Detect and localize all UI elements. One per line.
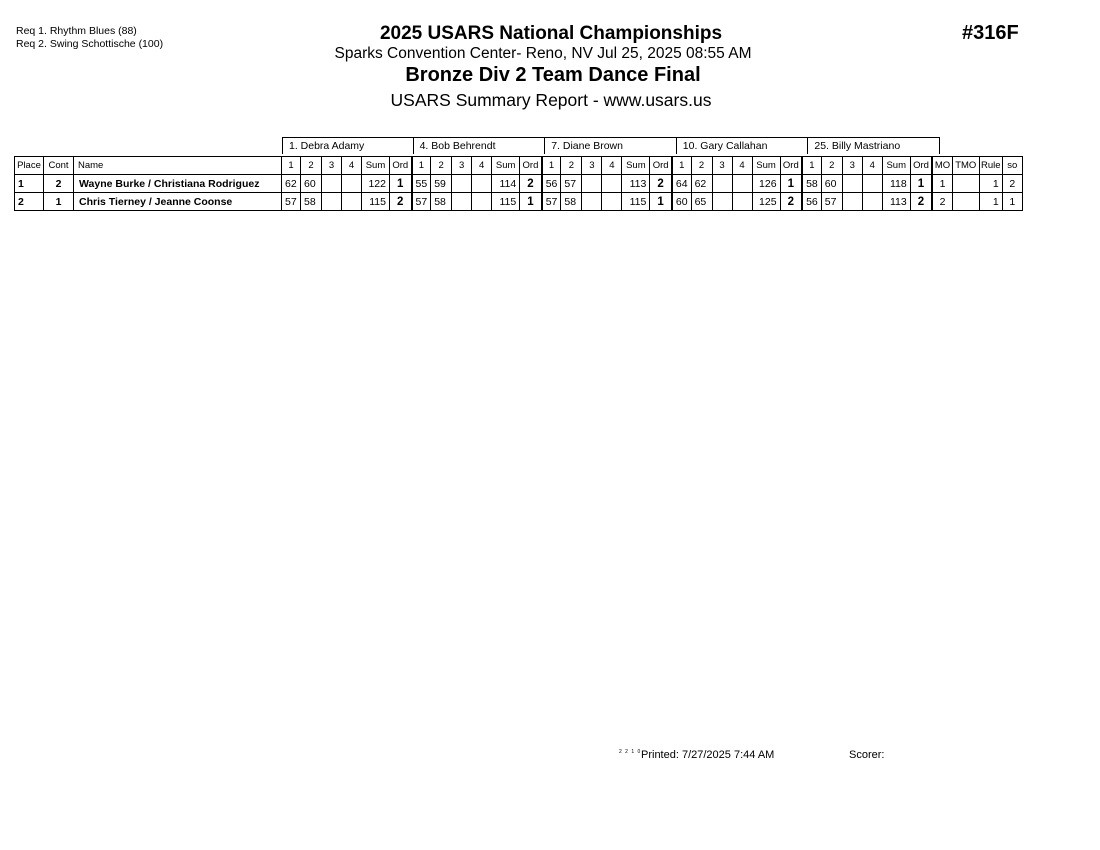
mark-cell [452,193,472,211]
mark-header: 2 [821,157,842,175]
sum-cell: 115 [362,193,390,211]
mo-header: MO [932,157,952,175]
name-cell: Wayne Burke / Christiana Rodriguez [74,175,282,193]
ord-cell: 1 [650,193,672,211]
place-cell: 2 [15,193,44,211]
mark-header: 1 [282,157,301,175]
mark-cell [842,175,862,193]
mark-cell [732,193,752,211]
mark-cell [712,193,732,211]
mark-cell [582,193,602,211]
mark-cell: 57 [542,193,561,211]
mark-header: 4 [862,157,882,175]
mark-cell: 59 [431,175,452,193]
mark-cell: 58 [301,193,322,211]
mark-cell: 64 [672,175,691,193]
mark-header: 2 [691,157,712,175]
mark-cell [602,193,622,211]
printed-timestamp: Printed: 7/27/2025 7:44 AM [641,749,775,761]
mark-cell [842,193,862,211]
ord-header: Ord [520,157,542,175]
sum-cell: 118 [882,175,910,193]
tmo-header: TMO [952,157,979,175]
place-header: Place [15,157,44,175]
mark-cell: 58 [431,193,452,211]
mark-header: 1 [672,157,691,175]
cont-header: Cont [44,157,74,175]
sum-cell: 126 [752,175,780,193]
sum-cell: 115 [622,193,650,211]
mark-header: 2 [561,157,582,175]
mark-cell: 55 [412,175,431,193]
mark-cell: 58 [802,175,821,193]
mark-cell: 56 [542,175,561,193]
mark-header: 4 [472,157,492,175]
sum-header: Sum [752,157,780,175]
ord-cell: 2 [520,175,542,193]
mark-cell: 60 [672,193,691,211]
ord-cell: 1 [910,175,932,193]
mark-header: 2 [301,157,322,175]
mark-cell: 58 [561,193,582,211]
ord-header: Ord [780,157,802,175]
mark-cell [342,175,362,193]
ord-header: Ord [650,157,672,175]
requirement-1: Req 1. Rhythm Blues (88) [16,25,137,37]
mark-cell: 56 [802,193,821,211]
so-header: so [1002,157,1022,175]
ord-cell: 2 [650,175,672,193]
mark-cell: 62 [282,175,301,193]
name-header: Name [74,157,282,175]
tmo-cell [952,175,979,193]
mark-header: 4 [602,157,622,175]
footer-code: 2 2 1 0 [619,749,642,755]
mark-cell: 60 [301,175,322,193]
mark-cell: 57 [412,193,431,211]
mark-cell: 65 [691,193,712,211]
scorer-label: Scorer: [849,749,885,761]
judge-name: 4. Bob Behrendt [414,137,546,154]
tmo-cell [952,193,979,211]
sum-cell: 115 [492,193,520,211]
mark-header: 1 [542,157,561,175]
table-row [15,175,1023,193]
judge-header-row [282,137,940,154]
sum-header: Sum [492,157,520,175]
mark-cell [472,193,492,211]
judge-name: 1. Debra Adamy [282,137,414,154]
mark-cell [342,193,362,211]
mark-cell [862,175,882,193]
venue-line: Sparks Convention Center- Reno, NV Jul 25, 2025 08:55 AM [334,45,752,62]
mo-cell: 1 [932,175,952,193]
mark-header: 4 [342,157,362,175]
mark-cell [322,193,342,211]
results-table [14,156,1023,211]
so-cell: 1 [1002,193,1022,211]
page-title: 2025 USARS National Championships [379,23,723,44]
mark-header: 3 [582,157,602,175]
mark-cell [862,193,882,211]
judge-name: 7. Diane Brown [545,137,677,154]
sum-cell: 122 [362,175,390,193]
mark-header: 3 [322,157,342,175]
sum-cell: 113 [622,175,650,193]
event-name: Bronze Div 2 Team Dance Final [405,64,701,86]
mark-header: 4 [732,157,752,175]
rule-cell: 1 [979,175,1002,193]
mark-cell: 62 [691,175,712,193]
ord-cell: 1 [520,193,542,211]
mark-cell [582,175,602,193]
mark-header: 1 [802,157,821,175]
mo-cell: 2 [932,193,952,211]
mark-cell [602,175,622,193]
requirements-list [16,25,163,51]
requirement-2: Req 2. Swing Schottische (100) [16,38,164,50]
mark-header: 3 [712,157,732,175]
judge-name: 25. Billy Mastriano [808,137,940,154]
name-cell: Chris Tierney / Jeanne Coonse [74,193,282,211]
cont-cell: 2 [44,175,74,193]
judge-name: 10. Gary Callahan [677,137,809,154]
so-cell: 2 [1002,175,1022,193]
ord-cell: 1 [390,175,412,193]
ord-header: Ord [910,157,932,175]
mark-cell: 60 [821,175,842,193]
sum-cell: 114 [492,175,520,193]
mark-cell: 57 [821,193,842,211]
ord-cell: 2 [390,193,412,211]
sum-header: Sum [622,157,650,175]
rule-header: Rule [979,157,1002,175]
mark-cell [732,175,752,193]
mark-cell: 57 [561,175,582,193]
table-row [15,193,1023,211]
mark-cell [712,175,732,193]
column-header-row [15,157,1023,175]
rule-cell: 1 [979,193,1002,211]
place-cell: 1 [15,175,44,193]
ord-header: Ord [390,157,412,175]
event-number: #316F [962,22,1019,44]
mark-header: 3 [452,157,472,175]
mark-header: 3 [842,157,862,175]
ord-cell: 1 [780,175,802,193]
mark-cell: 57 [282,193,301,211]
sum-header: Sum [362,157,390,175]
mark-cell [452,175,472,193]
mark-cell [322,175,342,193]
ord-cell: 2 [910,193,932,211]
sum-cell: 125 [752,193,780,211]
mark-header: 1 [412,157,431,175]
ord-cell: 2 [780,193,802,211]
mark-cell [472,175,492,193]
cont-cell: 1 [44,193,74,211]
sum-header: Sum [882,157,910,175]
mark-header: 2 [431,157,452,175]
report-name: USARS Summary Report - www.usars.us [390,90,712,110]
sum-cell: 113 [882,193,910,211]
